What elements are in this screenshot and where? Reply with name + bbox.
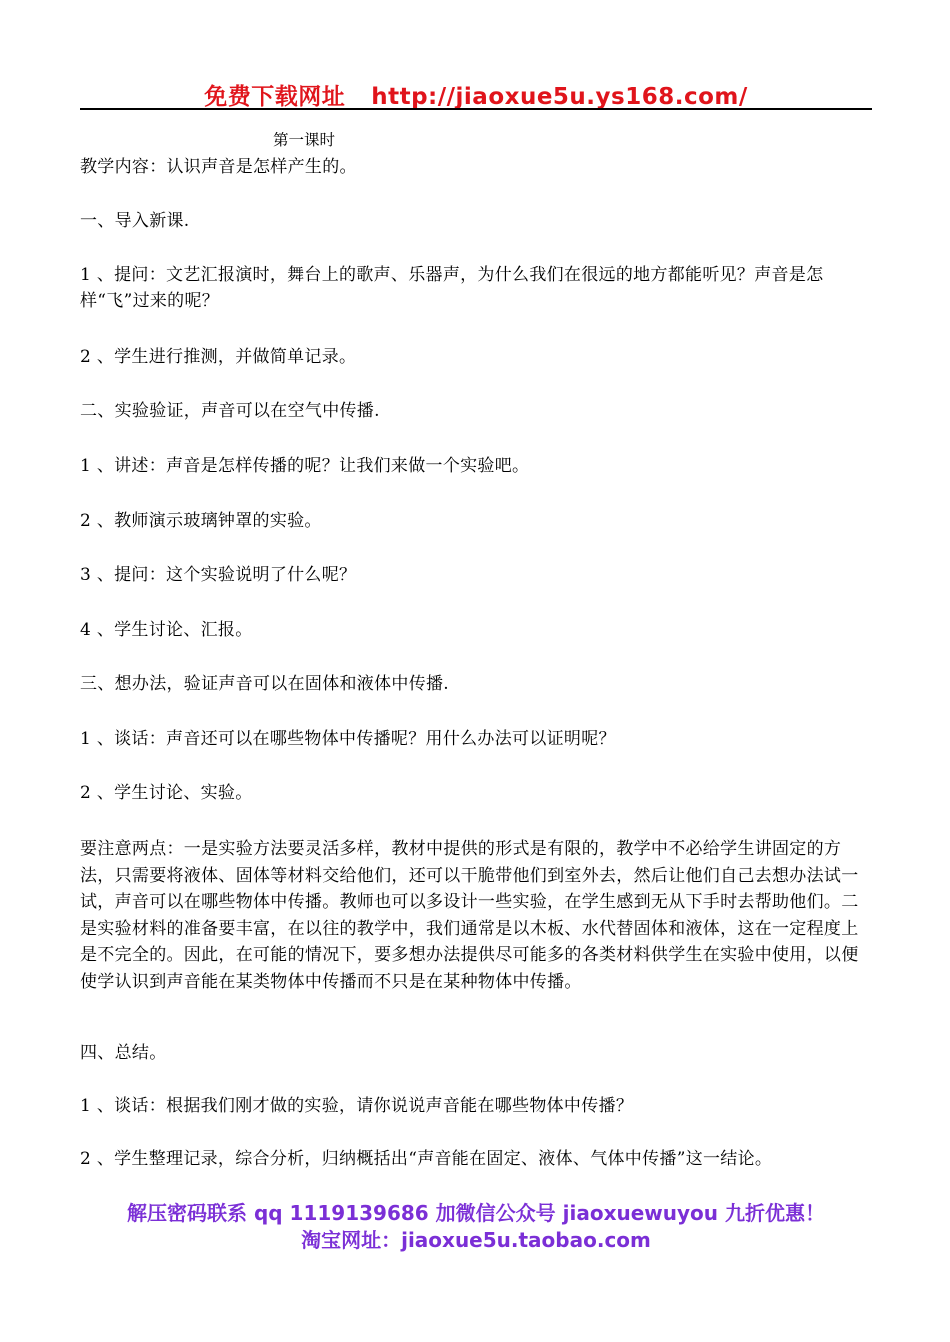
footer-taobao-link[interactable]: 淘宝网址：jiaoxue5u.taobao.com [301, 1228, 651, 1252]
note-paragraph: 要注意两点：一是实验方法要灵活多样，教材中提供的形式是有限的，教学中不必给学生讲固定的方法，只需要将液体、固体等材料交给他们，还可以干脆带他们到室外去，然后让他们自己去想办法试一试，声音可以在哪些物体中传播。教师也可以多设计一些实验，在学生感到无从下手时去帮助他们。二是实验材料的准备要丰富，在以往的教学中，我们通常是以木板、水代替固体和液体，这在一定程度上是不完全的。因此，在可能的情况下，要多想办法提供尽可能多的各类材料供学生在实验中使用，以便使学认识到声音能在某类物体中传播而不只是在某种物体中传播。 [80, 839, 859, 992]
section-2-item-3: 3 、提问：这个实验说明了什么呢？ [80, 565, 357, 585]
header-divider [80, 108, 872, 110]
section-heading-4: 四、总结。 [80, 1043, 167, 1063]
section-1-item-2: 2 、学生进行推测，并做简单记录。 [80, 347, 357, 367]
section-2-item-2: 2 、教师演示玻璃钟罩的实验。 [80, 511, 322, 531]
section-heading-1: 一、导入新课. [80, 211, 190, 231]
teaching-content: 教学内容：认识声音是怎样产生的。 [80, 157, 357, 177]
header-url-link[interactable]: http://jiaoxue5u.ys168.com/ [371, 84, 748, 110]
download-header [80, 78, 872, 111]
section-2-item-4: 4 、学生讨论、汇报。 [80, 620, 253, 640]
section-2-item-1: 1 、讲述：声音是怎样传播的呢？让我们来做一个实验吧。 [80, 456, 530, 476]
lesson-title: 第一课时 [273, 131, 336, 149]
section-3-item-1: 1 、谈话：声音还可以在哪些物体中传播呢？用什么办法可以证明呢？ [80, 729, 616, 749]
section-4-item-1: 1 、谈话：根据我们刚才做的实验，请你说说声音能在哪些物体中传播？ [80, 1096, 634, 1116]
section-4-item-2: 2 、学生整理记录，综合分析，归纳概括出“声音能在固定、液体、气体中传播”这一结论。 [80, 1149, 773, 1169]
footer-contact: 解压密码联系 qq 1119139686 加微信公众号 jiaoxuewuyou 九折优惠！ [127, 1201, 825, 1225]
section-3-item-2: 2 、学生讨论、实验。 [80, 783, 253, 803]
header-label: 免费下载网址 [204, 84, 346, 110]
section-1-item-1: 1 、提问：文艺汇报演时，舞台上的歌声、乐器声，为什么我们在很远的地方都能听见？声音是怎样“飞”过来的呢？ [80, 265, 824, 311]
section-heading-3: 三、想办法，验证声音可以在固体和液体中传播. [80, 674, 450, 694]
section-heading-2: 二、实验验证，声音可以在空气中传播. [80, 401, 380, 421]
